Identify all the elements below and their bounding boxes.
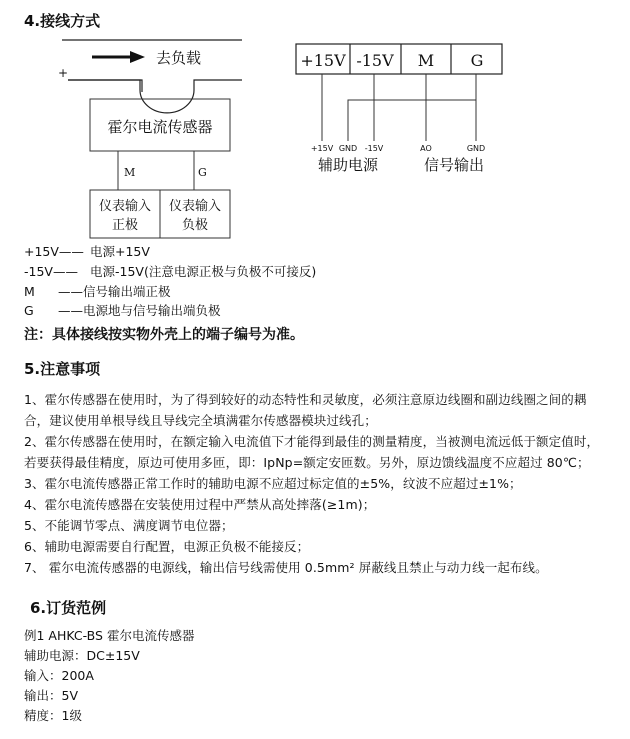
precaution-item: 1、霍尔传感器在使用时，为了得到较好的动态特性和灵敏度，必须注意原边线圈和副边线圈之间的耦合，建议使用单根导线且导线完全填满霍尔传感器模块过线孔； (24, 392, 587, 428)
precaution-item: 3、霍尔电流传感器正常工作时的辅助电源不应超过标定值的±5%，纹波不应超过±1%； (24, 476, 522, 491)
pin-label-gnd-power: GND (338, 144, 358, 153)
section-4-title: 4.接线方式 (24, 12, 101, 30)
order-line-output: 输出：5V (24, 688, 79, 703)
terminal-m: M (417, 51, 435, 70)
order-line-aux-power: 辅助电源：DC±15V (24, 648, 140, 663)
order-line-model: 例1 AHKC-BS 霍尔电流传感器 (24, 628, 195, 643)
legend-desc: ——信号输出端正极 (58, 284, 171, 299)
pin-m-label: M (124, 166, 136, 179)
conductor-line-bottom (68, 80, 242, 113)
pin-g-label: G (198, 166, 207, 179)
meter-negative-line2: 负极 (181, 218, 209, 233)
pin-label-ao: AO (420, 144, 432, 153)
legend-desc: ——电源地与信号输出端负极 (58, 303, 221, 318)
precaution-item: 7、 霍尔电流传感器的电源线，输出信号线需使用 0.5mm² 屏蔽线且禁止与动力线一起布线。 (24, 560, 548, 575)
terminal-minus15v: -15V (356, 51, 394, 70)
precaution-item: 4、霍尔电流传感器在安装使用过程中严禁从高处摔落(≥1m)； (24, 497, 376, 512)
legend-desc: 电源-15V(注意电源正极与负极不可接反) (90, 264, 317, 279)
meter-positive-line2: 正极 (111, 218, 139, 233)
pin-label-plus15v: +15V (310, 144, 334, 153)
order-example (24, 626, 194, 726)
load-label: 去负载 (156, 49, 202, 67)
precautions-list (24, 389, 608, 578)
precaution-item: 6、辅助电源需要自行配置，电源正负极不能接反； (24, 539, 310, 554)
terminal-g: G (470, 51, 484, 70)
legend-key: +15V—— (24, 244, 84, 259)
sensor-box-label: 霍尔电流传感器 (107, 118, 213, 136)
section-6-title: 6.订货范例 (30, 599, 107, 617)
legend-key: -15V—— (24, 264, 78, 279)
legend-row-m (24, 284, 171, 300)
legend-row-g (24, 303, 221, 319)
legend-row-plus15v (24, 244, 150, 260)
terminal-plus15v: +15V (300, 51, 346, 70)
precaution-item: 5、不能调节零点、满度调节电位器； (24, 518, 234, 533)
legend-key: G (24, 303, 34, 318)
plus-sign: + (58, 66, 69, 80)
order-line-accuracy: 精度：1级 (24, 708, 82, 723)
meter-negative-line1: 仪表输入 (168, 199, 222, 214)
legend-row-minus15v (24, 264, 316, 280)
pin-label-minus15v: -15V (364, 144, 384, 153)
order-line-input: 输入：200A (24, 668, 94, 683)
meter-positive-line1: 仪表输入 (98, 199, 152, 214)
wiring-note: 注：具体接线按实物外壳上的端子编号为准。 (24, 327, 304, 343)
aux-power-label: 辅助电源 (317, 156, 379, 174)
legend-key: M (24, 284, 35, 299)
section-5-title: 5.注意事项 (24, 360, 101, 378)
legend-desc: 电源+15V (90, 244, 150, 259)
pin-label-gnd-signal: GND (466, 144, 486, 153)
precaution-item: 2、霍尔传感器在使用时，在额定输入电流值下才能得到最佳的测量精度，当被测电流远低于额定值时，若要获得最佳精度，原边可使用多匝，即：IpNp=额定安匝数。另外，原边馈线温度不应超过 80℃； (24, 434, 600, 470)
signal-output-label: 信号输出 (423, 156, 485, 174)
